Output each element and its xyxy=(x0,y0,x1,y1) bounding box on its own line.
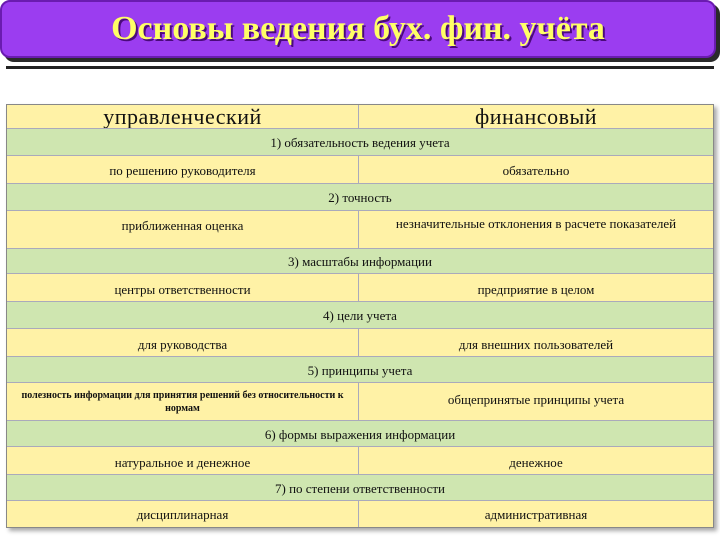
section-heading: 2) точность xyxy=(328,190,392,205)
section-heading-row xyxy=(7,475,713,501)
section-heading: 7) по степени ответственности xyxy=(274,481,445,496)
header-cell-left xyxy=(7,105,359,128)
section-values-row xyxy=(7,383,713,421)
left-value: центры ответственности xyxy=(114,282,251,297)
section-heading-row xyxy=(7,129,713,156)
section-heading-row xyxy=(7,357,713,383)
section-values-row xyxy=(7,447,713,475)
page-title: Основы ведения бух. фин. учёта xyxy=(111,10,605,47)
right-value: для внешних пользователей xyxy=(458,337,614,352)
title-divider xyxy=(6,66,714,69)
title-banner xyxy=(0,0,716,58)
left-value: приближенная оценка xyxy=(121,218,244,233)
section-values-row xyxy=(7,156,713,184)
left-value: дисциплинарная xyxy=(136,507,229,522)
section-heading: 6) формы выражения информации xyxy=(264,427,456,442)
section-heading: 1) обязательность ведения учета xyxy=(270,135,450,150)
right-value: предприятие в целом xyxy=(477,282,595,297)
section-heading: 4) цели учета xyxy=(323,308,397,323)
header-management: управленческий xyxy=(103,105,262,128)
section-values-row xyxy=(7,329,713,357)
right-value: обязательно xyxy=(502,163,570,178)
section-values-row xyxy=(7,274,713,302)
left-value: полезность информации для принятия решений без относительности к нормам xyxy=(21,390,344,414)
section-values-row xyxy=(7,501,713,527)
header-cell-right xyxy=(359,105,713,128)
left-value: для руководства xyxy=(137,337,228,352)
section-heading: 3) масштабы информации xyxy=(288,254,432,269)
section-heading-row xyxy=(7,184,713,211)
right-value: административная xyxy=(484,507,588,522)
right-value: денежное xyxy=(509,455,563,470)
header-financial: финансовый xyxy=(474,105,598,128)
section-heading-row xyxy=(7,249,713,274)
section-values-row xyxy=(7,211,713,249)
left-value: натуральное и денежное xyxy=(114,455,251,470)
section-heading-row xyxy=(7,421,713,447)
section-heading-row xyxy=(7,302,713,329)
right-value: общепринятые принципы учета xyxy=(447,392,625,407)
right-value: незначительные отклонения в расчете показателей xyxy=(395,216,677,231)
section-heading: 5) принципы учета xyxy=(307,363,413,378)
comparison-table xyxy=(6,104,714,528)
header-row xyxy=(7,105,713,129)
left-value: по решению руководителя xyxy=(109,163,256,178)
